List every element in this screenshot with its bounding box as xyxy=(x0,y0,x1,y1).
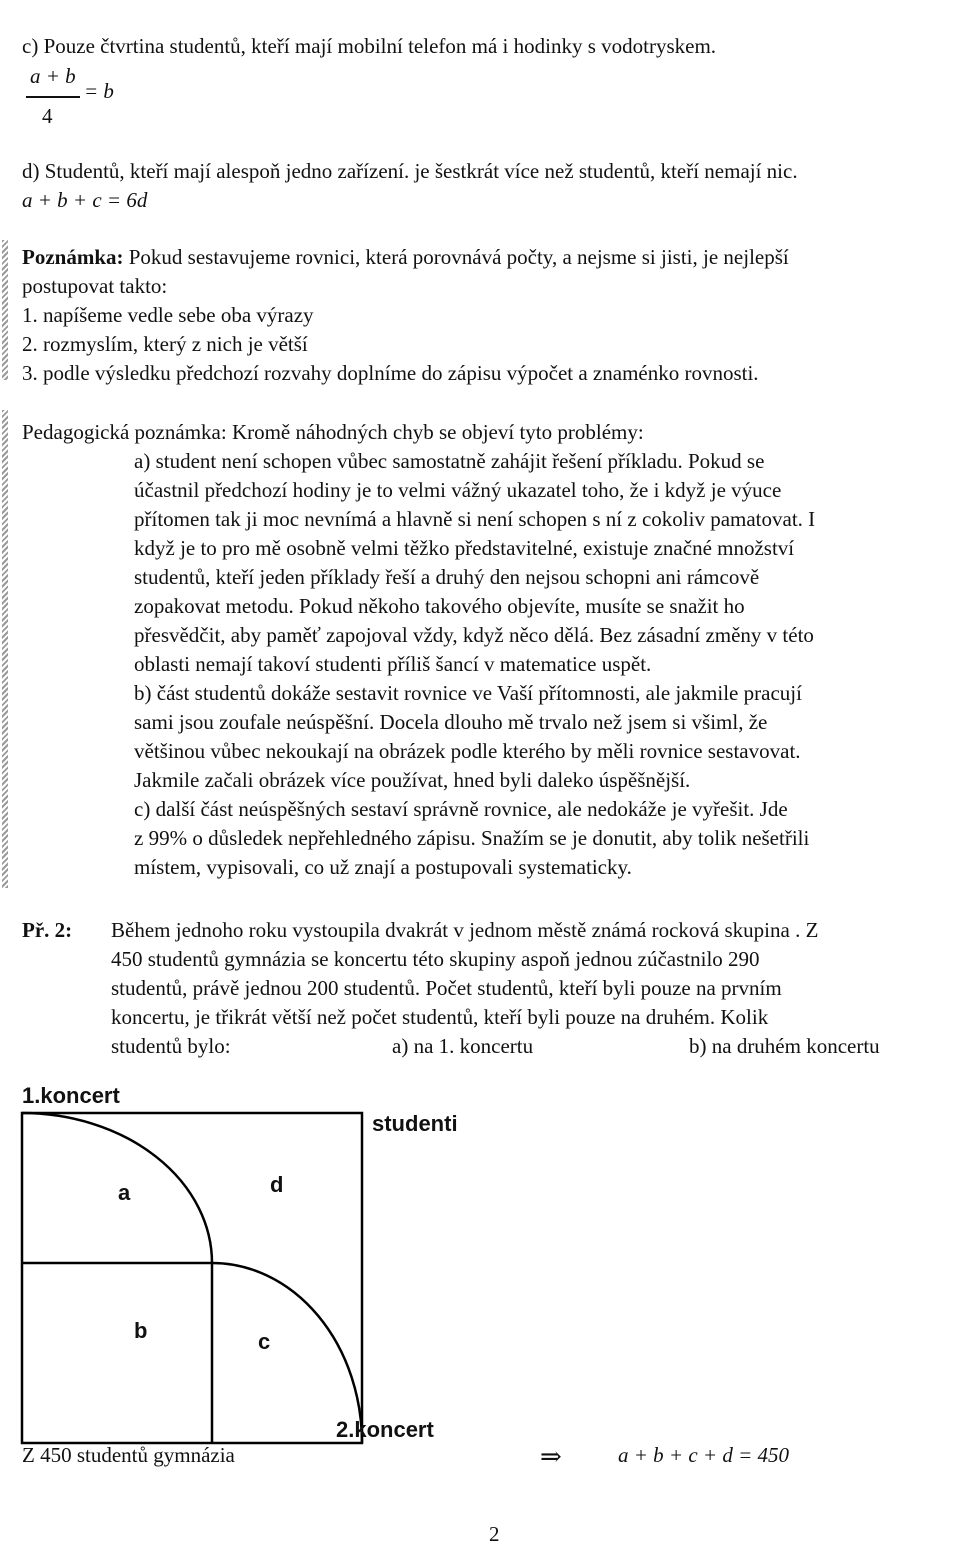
ped-note-line: zopakovat metodu. Pokud někoho takového objevíte, musíte se snažit ho xyxy=(134,594,745,618)
section-c-text: c) Pouze čtvrtina studentů, kteří mají mobilní telefon má i hodinky s vodotryskem. xyxy=(22,34,717,58)
ped-note-margin-bar xyxy=(2,410,8,888)
note-line-1 xyxy=(22,245,789,270)
implies-icon: ⇒ xyxy=(540,1442,562,1471)
region-c-label: c xyxy=(258,1329,271,1354)
note-margin-bar xyxy=(2,240,8,380)
ped-note-line: přítomen tak ji moc nevnímá a hlavně si není schopen s ní z cokoliv pamatovat. I xyxy=(134,507,816,531)
ped-note-heading xyxy=(22,420,644,445)
fraction-rhs: = b xyxy=(84,79,114,103)
problem-line: koncertu, je třikrát větší než počet studentů, kteří byli pouze na druhém. Kolik xyxy=(111,1005,769,1029)
problem-line: studentů, právě jednou 200 studentů. Počet studentů, kteří byli pouze na prvním xyxy=(111,976,782,1000)
problem-part-b: b) na druhém koncertu xyxy=(689,1034,880,1058)
section-d-equation: a + b + c = 6d xyxy=(22,188,148,212)
problem-part-a: a) na 1. koncertu xyxy=(392,1034,534,1058)
ped-note-line: sami jsou zoufale neúspěšní. Docela dlouho mě trvalo než jsem si všiml, že xyxy=(134,710,768,734)
region-a-label: a xyxy=(118,1180,131,1205)
bottom-equation: a + b + c + d = 450 xyxy=(618,1443,790,1467)
second-concert-region xyxy=(22,1263,362,1443)
note-line-2: postupovat takto: xyxy=(22,274,168,298)
region-d-label: d xyxy=(270,1172,284,1197)
ped-note-line: místem, vypisovali, co už znají a postupovali systematicky. xyxy=(134,855,632,879)
ped-note-label: Pedagogická poznámka: xyxy=(22,420,227,444)
note-text: Pokud sestavujeme rovnici, která porovnává počty, a nejsme si jisti, je nejlepší xyxy=(128,245,789,269)
ped-note-line: když je to pro mě osobně velmi těžko představitelné, existuje značné množství xyxy=(134,536,795,560)
note-step: 3. podle výsledku předchozí rozvahy doplníme do zápisu výpočet a znaménko rovnosti. xyxy=(22,361,759,385)
region-b-label: b xyxy=(134,1318,148,1343)
note-step: 1. napíšeme vedle sebe oba výrazy xyxy=(22,303,314,327)
label-second-concert: 2.koncert xyxy=(336,1417,434,1442)
note-step: 2. rozmyslím, který z nich je větší xyxy=(22,332,308,356)
ped-note-line: přesvědčit, aby paměť zapojoval vždy, když něco dělá. Bez zásadní změny v této xyxy=(134,623,814,647)
ped-note-line: b) část studentů dokáže sestavit rovnice ve Vaší přítomnosti, ale jakmile pracují xyxy=(134,681,802,705)
students-rectangle xyxy=(22,1113,362,1443)
fraction-equation xyxy=(22,64,142,134)
label-students: studenti xyxy=(372,1111,458,1136)
ped-note-line: účastnil předchozí hodiny je to velmi vážný ukazatel toho, že i když je výuce xyxy=(134,478,782,502)
problem-line: Během jednoho roku vystoupila dvakrát v jednom městě známá rocková skupina . Z xyxy=(111,918,819,942)
section-d-text: d) Studentů, kteří mají alespoň jedno zařízení. je šestkrát více než studentů, kteří nemají nic. xyxy=(22,159,798,183)
ped-note-line: oblasti nemají takoví studenti příliš šancí v matematice uspět. xyxy=(134,652,652,676)
ped-note-line: z 99% o důsledek nepřehledného zápisu. Snažím se je donutit, aby tolik nešetřili xyxy=(134,826,810,850)
ped-note-line: většinou vůbec nekoukají na obrázek podle kterého by měli rovnice sestavovat. xyxy=(134,739,801,763)
fraction-numerator: a + b xyxy=(30,64,76,88)
ped-note-line: studentů, kteří jeden příklady řeší a druhý den nejsou schopni ani rámcově xyxy=(134,565,760,589)
problem-label: Př. 2: xyxy=(22,918,73,942)
label-first-concert: 1.koncert xyxy=(22,1083,120,1108)
page-number: 2 xyxy=(489,1522,500,1546)
fraction-bar xyxy=(26,96,80,98)
ped-note-line: Jakmile začali obrázek více používat, hned byli daleko úspěšnější. xyxy=(134,768,691,792)
problem-text xyxy=(111,916,956,1032)
problem-last-line: studentů bylo: xyxy=(111,1034,231,1058)
note-label: Poznámka: xyxy=(22,245,124,269)
ped-note-body xyxy=(134,447,954,882)
first-concert-region xyxy=(22,1113,212,1443)
fraction-denominator: 4 xyxy=(42,104,53,128)
ped-note-line: c) další část neúspěšných sestaví správně rovnice, ale nedokáže je vyřešit. Jde xyxy=(134,797,788,821)
ped-note-line: a) student není schopen vůbec samostatně zahájit řešení příkladu. Pokud se xyxy=(134,449,765,473)
problem-line: 450 studentů gymnázia se koncertu této skupiny aspoň jednou zúčastnilo 290 xyxy=(111,947,760,971)
ped-note-intro: Kromě náhodných chyb se objeví tyto problémy: xyxy=(231,420,644,444)
bottom-text: Z 450 studentů gymnázia xyxy=(22,1443,235,1467)
